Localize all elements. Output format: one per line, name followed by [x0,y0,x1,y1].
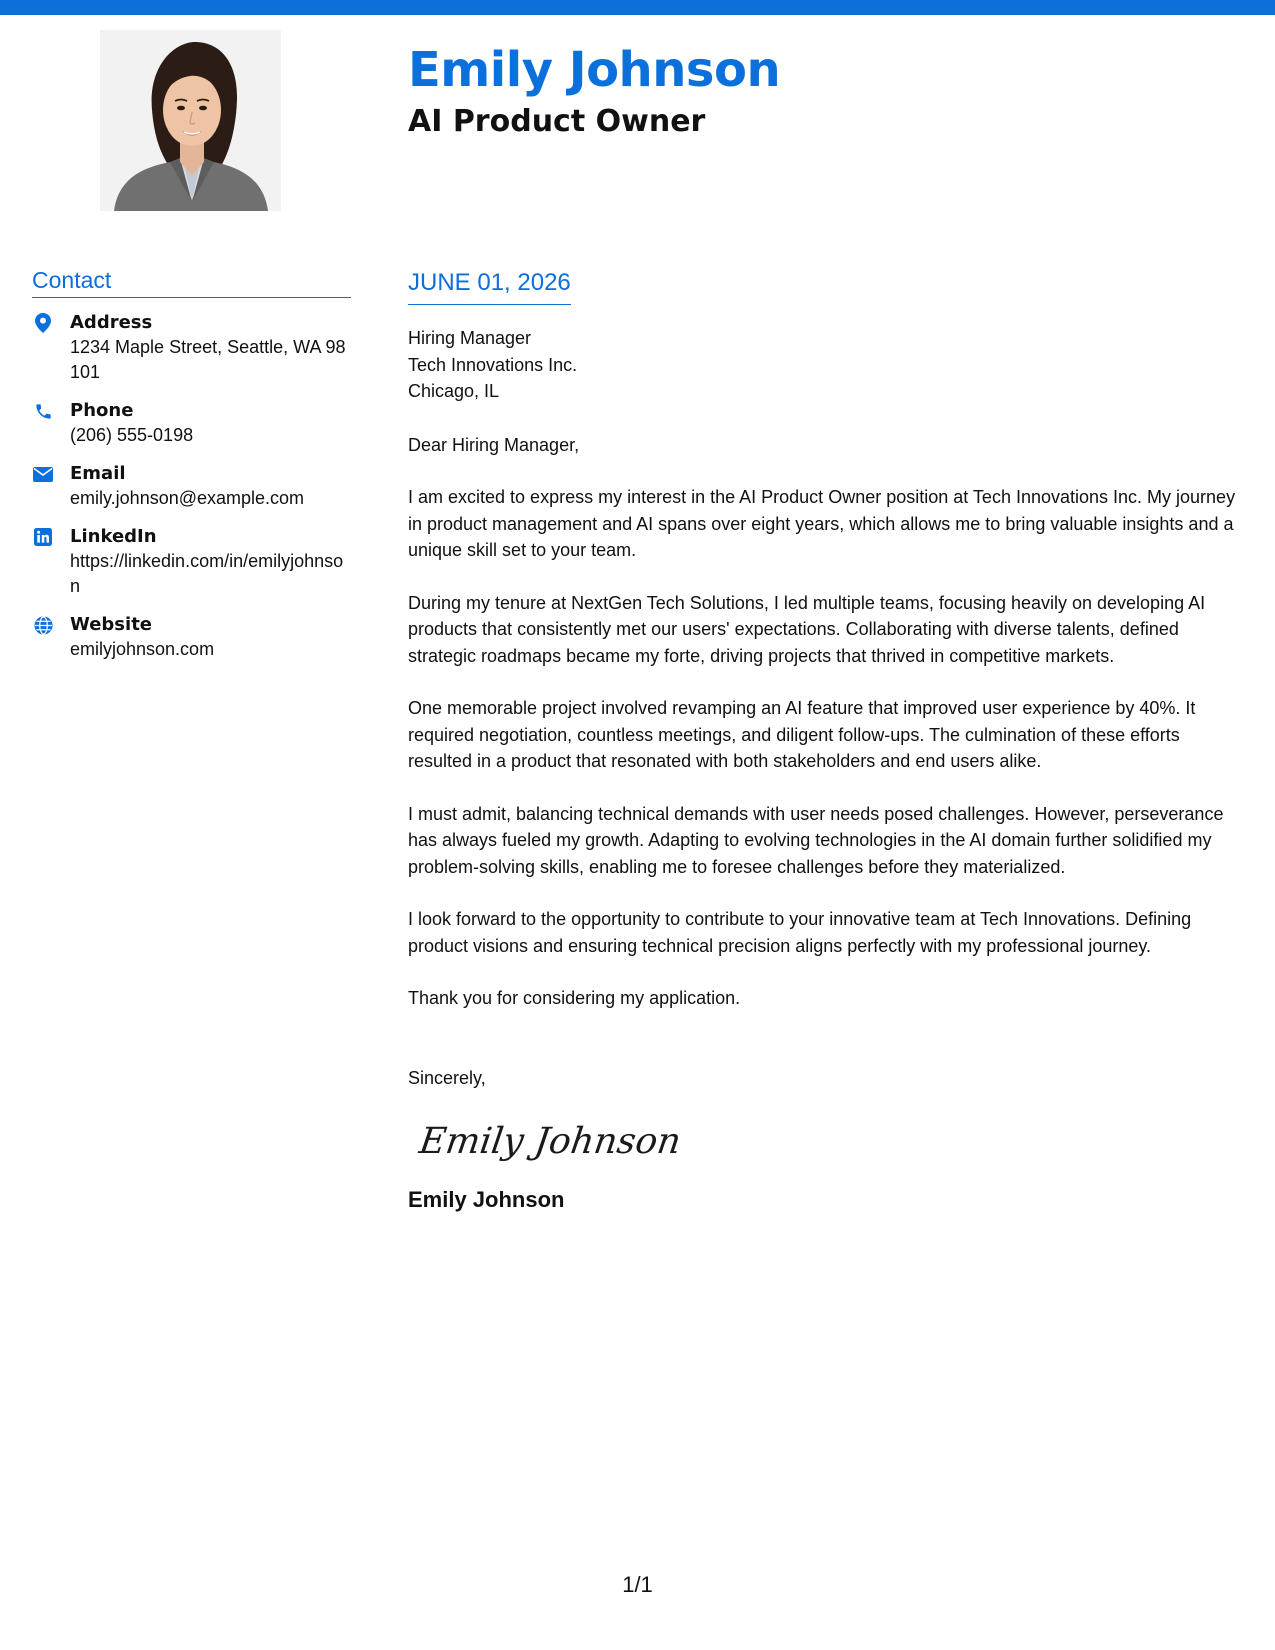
recipient-line: Chicago, IL [408,381,500,401]
recipient-line: Hiring Manager [408,328,532,348]
svg-text:Emily Johnson: Emily Johnson [416,1119,684,1162]
letter-paragraph: One memorable project involved revamping an AI feature that improved user experience by 40%. It required negotiation, countless meetings, and diligent follow-ups. The culmination of these efforts resulted in a product that resonated with both stakeholders and end users alike. [408,698,1196,771]
letter-paragraph: Thank you for considering my application. [408,988,741,1008]
contact-label: Phone [70,400,134,421]
letter-date: JUNE 01, 2026 [408,269,571,296]
page-number: 1/1 [622,1572,653,1597]
contact-label: Email [70,463,126,484]
contact-item-website [32,612,351,662]
profile-photo [100,30,281,211]
top-accent-bar [0,0,1275,15]
letter-body [408,268,1240,1215]
date-block [408,268,571,305]
email-value: emily.johnson@example.com [70,488,305,508]
envelope-icon [32,463,54,485]
letter-paragraph: During my tenure at NextGen Tech Solutions, I led multiple teams, focusing heavily on developing AI products that consistently met our users' expectations. Collaborating with diverse talents, defined strategic roadmaps became my forte, driving projects that thrived in competitive markets. [408,592,1206,666]
address-value: 1234 Maple Street, Seattle, WA 98101 [70,337,346,382]
handwritten-signature [416,1111,1240,1171]
contact-label: Address [70,312,153,333]
salutation: Dear Hiring Manager, [408,434,580,455]
linkedin-icon [32,526,54,548]
recipient-line: Tech Innovations Inc. [408,354,578,375]
letter-paragraph: I am excited to express my interest in the AI Product Owner position at Tech Innovations Inc. My journey in product management and AI spans over eight years, which allows me to bring valuable insights and a unique skill set to your team. [408,487,1236,560]
contact-sidebar [32,265,351,675]
contact-item-phone [32,398,351,448]
map-pin-icon [32,312,54,334]
signer-name: Emily Johnson [408,1187,565,1212]
globe-icon [32,614,54,636]
contact-item-address [32,310,351,385]
linkedin-url[interactable]: https://linkedin.com/in/emilyjohnson [70,551,344,596]
contact-label: LinkedIn [70,526,157,547]
contact-label: Website [70,614,153,635]
letter-paragraph: I must admit, balancing technical demands with user needs posed challenges. However, perseverance has always fueled my growth. Adapting to evolving technologies in the AI domain further solidified my problem-solving skills, enabling me to foresee challenges before they materialized. [408,803,1224,877]
contact-heading: Contact [32,265,351,298]
website-url[interactable]: emilyjohnson.com [70,639,215,659]
contact-item-email [32,461,351,511]
applicant-name: Emily Johnson [408,42,781,98]
recipient-block [408,325,1240,405]
contact-item-linkedin [32,524,351,599]
phone-icon [32,400,54,422]
letter-paragraph: I look forward to the opportunity to contribute to your innovative team at Tech Innovations. Defining product visions and ensuring technical precision aligns perfectly with my professional journey. [408,909,1192,956]
job-title: AI Product Owner [408,104,706,139]
phone-value: (206) 555-0198 [70,425,194,445]
closing: Sincerely, [408,1067,486,1088]
